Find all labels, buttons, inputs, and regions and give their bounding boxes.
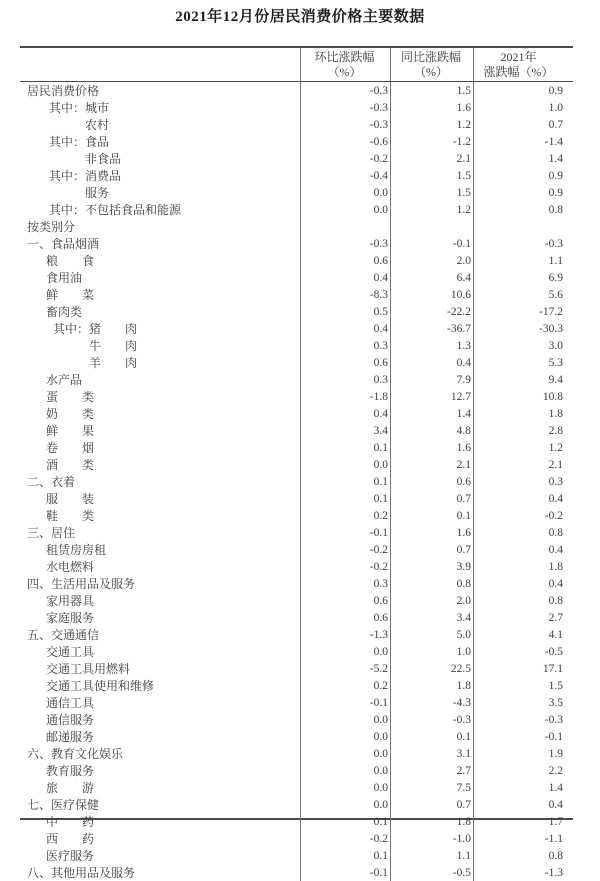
cell-year-change: 0.9	[473, 82, 573, 99]
cell-yoy-change: 0.8	[390, 575, 473, 592]
cell-mom-change: 0.1	[300, 439, 390, 456]
cell-year-change	[473, 218, 573, 235]
cell-year-change: 0.4	[473, 541, 573, 558]
cell-yoy-change: 6.4	[390, 269, 473, 286]
cell-mom-change: 0.1	[300, 490, 390, 507]
cell-mom-change: 0.0	[300, 643, 390, 660]
cell-yoy-change: -0.1	[390, 235, 473, 252]
table-row	[20, 218, 573, 235]
cell-year-change: -0.3	[473, 235, 573, 252]
cell-yoy-change: 1.8	[390, 813, 473, 830]
row-label: 食用油	[46, 271, 83, 285]
row-label: 鲜 果	[46, 424, 95, 438]
cell-year-change: 6.9	[473, 269, 573, 286]
cell-year-change: 1.4	[473, 150, 573, 167]
table-row	[20, 745, 573, 762]
cell-mom-change: 0.0	[300, 745, 390, 762]
header-yoy-change	[390, 48, 473, 81]
row-label: 水电燃料	[46, 560, 95, 574]
cell-mom-change: -0.2	[300, 558, 390, 575]
cell-yoy-change	[390, 218, 473, 235]
cell-year-change: -1.4	[473, 133, 573, 150]
table-row	[20, 99, 573, 116]
cell-yoy-change: 0.7	[390, 490, 473, 507]
cell-year-change: 2.8	[473, 422, 573, 439]
cell-year-change: 0.4	[473, 796, 573, 813]
row-label: 畜肉类	[46, 305, 83, 319]
cell-mom-change	[300, 218, 390, 235]
cell-year-change: 0.8	[473, 847, 573, 864]
table-row	[20, 524, 573, 541]
cell-yoy-change: 0.6	[390, 473, 473, 490]
row-label: 其中：食品	[49, 135, 110, 149]
cell-year-change: 0.9	[473, 167, 573, 184]
cell-mom-change: 0.1	[300, 473, 390, 490]
cell-mom-change: -0.1	[300, 694, 390, 711]
table-row	[20, 371, 573, 388]
cell-mom-change: -0.6	[300, 133, 390, 150]
row-label: 通信工具	[46, 696, 95, 710]
cell-yoy-change: 7.9	[390, 371, 473, 388]
cell-year-change: -30.3	[473, 320, 573, 337]
cell-yoy-change: -22.2	[390, 303, 473, 320]
cell-mom-change: 0.0	[300, 201, 390, 218]
header-mom-line1: 环比涨跌幅	[314, 49, 375, 64]
table-row	[20, 779, 573, 796]
row-label: 酒 类	[46, 458, 95, 472]
cell-year-change: 5.3	[473, 354, 573, 371]
row-label: 一、食品烟酒	[27, 237, 100, 251]
row-label: 二、衣着	[27, 475, 76, 489]
cell-mom-change: 0.2	[300, 677, 390, 694]
header-mom-line2: （%）	[327, 64, 362, 79]
header-mom-change	[300, 48, 390, 81]
row-label: 服 装	[46, 492, 95, 506]
cell-mom-change: 0.0	[300, 728, 390, 745]
cell-year-change: 0.8	[473, 201, 573, 218]
cell-yoy-change: 1.2	[390, 116, 473, 133]
table-row	[20, 864, 573, 881]
cell-mom-change: 0.0	[300, 779, 390, 796]
table-row	[20, 762, 573, 779]
cell-yoy-change: 2.1	[390, 456, 473, 473]
cell-mom-change: 0.3	[300, 371, 390, 388]
cell-yoy-change: 1.2	[390, 201, 473, 218]
table-row	[20, 405, 573, 422]
cell-mom-change: 0.0	[300, 796, 390, 813]
cell-yoy-change: -36.7	[390, 320, 473, 337]
table-row	[20, 252, 573, 269]
cell-yoy-change: 5.0	[390, 626, 473, 643]
row-label: 卷 烟	[46, 441, 95, 455]
cell-year-change: 17.1	[473, 660, 573, 677]
row-label: 三、居住	[27, 526, 76, 540]
table-row	[20, 456, 573, 473]
cell-yoy-change: 7.5	[390, 779, 473, 796]
row-label: 服务	[85, 186, 110, 200]
cell-year-change: 9.4	[473, 371, 573, 388]
cell-yoy-change: 1.5	[390, 167, 473, 184]
cell-year-change: 0.9	[473, 184, 573, 201]
cell-mom-change: -0.3	[300, 235, 390, 252]
header-year-line1: 2021年	[500, 49, 537, 64]
cell-year-change: 0.4	[473, 490, 573, 507]
cell-year-change: 1.8	[473, 558, 573, 575]
row-label: 蛋 类	[46, 390, 95, 404]
row-label: 七、医疗保健	[27, 798, 100, 812]
row-label: 奶 类	[46, 407, 95, 421]
cell-mom-change: 0.3	[300, 337, 390, 354]
cell-yoy-change: 2.7	[390, 762, 473, 779]
cell-mom-change: -0.3	[300, 99, 390, 116]
cell-year-change: 2.2	[473, 762, 573, 779]
table-row	[20, 303, 573, 320]
row-label: 西 药	[46, 832, 95, 846]
cell-yoy-change: 2.0	[390, 252, 473, 269]
cell-yoy-change: 1.8	[390, 677, 473, 694]
cell-yoy-change: -1.2	[390, 133, 473, 150]
cell-year-change: 4.1	[473, 626, 573, 643]
cell-mom-change: -0.1	[300, 864, 390, 881]
cell-mom-change: 0.1	[300, 847, 390, 864]
cell-yoy-change: 1.1	[390, 847, 473, 864]
cell-yoy-change: 2.1	[390, 150, 473, 167]
table-row	[20, 592, 573, 609]
table-row	[20, 626, 573, 643]
row-label: 交通工具使用和维修	[46, 679, 155, 693]
cell-year-change: 1.9	[473, 745, 573, 762]
table-row	[20, 337, 573, 354]
table-row	[20, 473, 573, 490]
cell-year-change: -0.2	[473, 507, 573, 524]
cell-yoy-change: -0.5	[390, 864, 473, 881]
table-row	[20, 813, 573, 830]
table-row	[20, 82, 573, 99]
row-label: 交通工具用燃料	[46, 662, 131, 676]
cell-mom-change: -0.3	[300, 82, 390, 99]
table-row	[20, 677, 573, 694]
cell-year-change: 1.1	[473, 252, 573, 269]
cell-yoy-change: 2.0	[390, 592, 473, 609]
row-label: 八、其他用品及服务	[27, 866, 136, 880]
cell-yoy-change: 3.9	[390, 558, 473, 575]
row-label: 租赁房房租	[46, 543, 107, 557]
header-label-column	[20, 48, 300, 81]
cell-mom-change: 0.4	[300, 405, 390, 422]
cell-yoy-change: 0.7	[390, 541, 473, 558]
cell-yoy-change: 1.0	[390, 643, 473, 660]
cpi-data-table	[20, 46, 573, 880]
cell-yoy-change: 0.4	[390, 354, 473, 371]
cell-year-change: -1.3	[473, 864, 573, 881]
cell-yoy-change: 1.6	[390, 439, 473, 456]
table-row	[20, 558, 573, 575]
table-row	[20, 660, 573, 677]
cell-mom-change: 0.6	[300, 252, 390, 269]
table-row	[20, 439, 573, 456]
cell-yoy-change: 22.5	[390, 660, 473, 677]
row-label: 交通工具	[46, 645, 95, 659]
cell-year-change: 3.0	[473, 337, 573, 354]
row-label: 居民消费价格	[27, 84, 100, 98]
cell-yoy-change: 3.1	[390, 745, 473, 762]
cell-year-change: 0.4	[473, 575, 573, 592]
table-row	[20, 575, 573, 592]
cell-yoy-change: -0.3	[390, 711, 473, 728]
cell-mom-change: 0.4	[300, 320, 390, 337]
cell-year-change: 0.3	[473, 473, 573, 490]
cell-yoy-change: 1.6	[390, 99, 473, 116]
table-row	[20, 422, 573, 439]
row-label: 非食品	[85, 152, 122, 166]
cell-year-change: 3.5	[473, 694, 573, 711]
cell-mom-change: 0.6	[300, 354, 390, 371]
row-label: 家庭服务	[46, 611, 95, 625]
cell-mom-change: 0.0	[300, 184, 390, 201]
row-label: 教育服务	[46, 764, 95, 778]
table-row	[20, 796, 573, 813]
table-row	[20, 728, 573, 745]
cell-year-change: 2.7	[473, 609, 573, 626]
cell-mom-change: 0.0	[300, 762, 390, 779]
cell-mom-change: 0.5	[300, 303, 390, 320]
table-row	[20, 388, 573, 405]
table-row	[20, 167, 573, 184]
cell-mom-change: 0.6	[300, 609, 390, 626]
cell-mom-change: 0.0	[300, 711, 390, 728]
row-label: 五、交通通信	[27, 628, 100, 642]
row-label: 其中：消费品	[49, 169, 122, 183]
cell-yoy-change: 0.1	[390, 507, 473, 524]
cell-year-change: 10.8	[473, 388, 573, 405]
cell-mom-change: 3.4	[300, 422, 390, 439]
table-row	[20, 184, 573, 201]
cell-year-change: -0.3	[473, 711, 573, 728]
row-label: 旅 游	[46, 781, 95, 795]
cell-mom-change: -1.3	[300, 626, 390, 643]
cell-yoy-change: 4.8	[390, 422, 473, 439]
table-row	[20, 643, 573, 660]
cell-year-change: 2.1	[473, 456, 573, 473]
row-label: 邮递服务	[46, 730, 95, 744]
cell-mom-change: -0.3	[300, 116, 390, 133]
table-row	[20, 150, 573, 167]
cell-year-change: -0.5	[473, 643, 573, 660]
cell-mom-change: 0.1	[300, 813, 390, 830]
table-body	[20, 82, 573, 880]
header-year-line2: 涨跌幅（%）	[483, 64, 554, 79]
cell-year-change: 1.4	[473, 779, 573, 796]
row-label: 牛 肉	[89, 339, 138, 353]
header-yoy-line1: 同比涨跌幅	[400, 49, 461, 64]
table-row	[20, 847, 573, 864]
cell-year-change: 0.7	[473, 116, 573, 133]
table-header-row	[20, 48, 573, 82]
row-label: 粮 食	[46, 254, 95, 268]
table-row	[20, 609, 573, 626]
row-label: 其中：城市	[49, 101, 110, 115]
cell-mom-change: -0.2	[300, 150, 390, 167]
table-row	[20, 541, 573, 558]
row-label: 中 药	[46, 815, 95, 829]
table-row	[20, 286, 573, 303]
table-row	[20, 320, 573, 337]
row-label: 羊 肉	[89, 356, 138, 370]
cell-year-change: -0.1	[473, 728, 573, 745]
row-label: 其中：不包括食品和能源	[49, 203, 182, 217]
cell-yoy-change: 0.1	[390, 728, 473, 745]
cell-mom-change: 0.0	[300, 456, 390, 473]
row-label: 家用器具	[46, 594, 95, 608]
cell-year-change: 1.0	[473, 99, 573, 116]
cell-yoy-change: 1.6	[390, 524, 473, 541]
table-row	[20, 694, 573, 711]
row-label: 鲜 菜	[46, 288, 95, 302]
cell-year-change: 1.8	[473, 405, 573, 422]
cell-yoy-change: 0.7	[390, 796, 473, 813]
table-row	[20, 133, 573, 150]
table-row	[20, 354, 573, 371]
cell-yoy-change: 1.5	[390, 82, 473, 99]
row-label: 医疗服务	[46, 849, 95, 863]
header-yoy-line2: （%）	[414, 64, 448, 79]
cell-yoy-change: 1.3	[390, 337, 473, 354]
cell-yoy-change: 1.4	[390, 405, 473, 422]
table-row	[20, 490, 573, 507]
cell-mom-change: -0.1	[300, 524, 390, 541]
table-row	[20, 711, 573, 728]
cell-mom-change: 0.4	[300, 269, 390, 286]
cell-yoy-change: 1.5	[390, 184, 473, 201]
cell-year-change: 1.5	[473, 677, 573, 694]
cell-year-change: 1.2	[473, 439, 573, 456]
row-label: 通信服务	[46, 713, 95, 727]
table-row	[20, 507, 573, 524]
cell-year-change: 0.8	[473, 524, 573, 541]
cell-mom-change: -8.3	[300, 286, 390, 303]
row-label: 农村	[85, 118, 110, 132]
cell-mom-change: 0.2	[300, 507, 390, 524]
row-label: 按类别分	[27, 220, 76, 234]
cell-mom-change: -0.4	[300, 167, 390, 184]
cell-year-change: 0.8	[473, 592, 573, 609]
cell-yoy-change: 10.6	[390, 286, 473, 303]
row-label: 其中：猪 肉	[53, 322, 138, 336]
cell-mom-change: -0.2	[300, 830, 390, 847]
table-row	[20, 235, 573, 252]
table-row	[20, 201, 573, 218]
cell-year-change: -1.1	[473, 830, 573, 847]
cell-mom-change: 0.6	[300, 592, 390, 609]
cell-year-change: 1.7	[473, 813, 573, 830]
row-label: 四、生活用品及服务	[27, 577, 136, 591]
cell-mom-change: -1.8	[300, 388, 390, 405]
table-row	[20, 830, 573, 847]
cell-yoy-change: -4.3	[390, 694, 473, 711]
row-label: 鞋 类	[46, 509, 95, 523]
table-row	[20, 116, 573, 133]
cell-yoy-change: 3.4	[390, 609, 473, 626]
cell-mom-change: -5.2	[300, 660, 390, 677]
cell-year-change: 5.6	[473, 286, 573, 303]
cell-yoy-change: -1.0	[390, 830, 473, 847]
cell-year-change: -17.2	[473, 303, 573, 320]
page-title: 2021年12月份居民消费价格主要数据	[175, 9, 425, 25]
cell-mom-change: 0.3	[300, 575, 390, 592]
row-label: 水产品	[46, 373, 83, 387]
header-year-change	[473, 48, 573, 81]
cell-mom-change: -0.2	[300, 541, 390, 558]
row-label: 六、教育文化娱乐	[27, 747, 124, 761]
table-row	[20, 269, 573, 286]
cell-yoy-change: 12.7	[390, 388, 473, 405]
